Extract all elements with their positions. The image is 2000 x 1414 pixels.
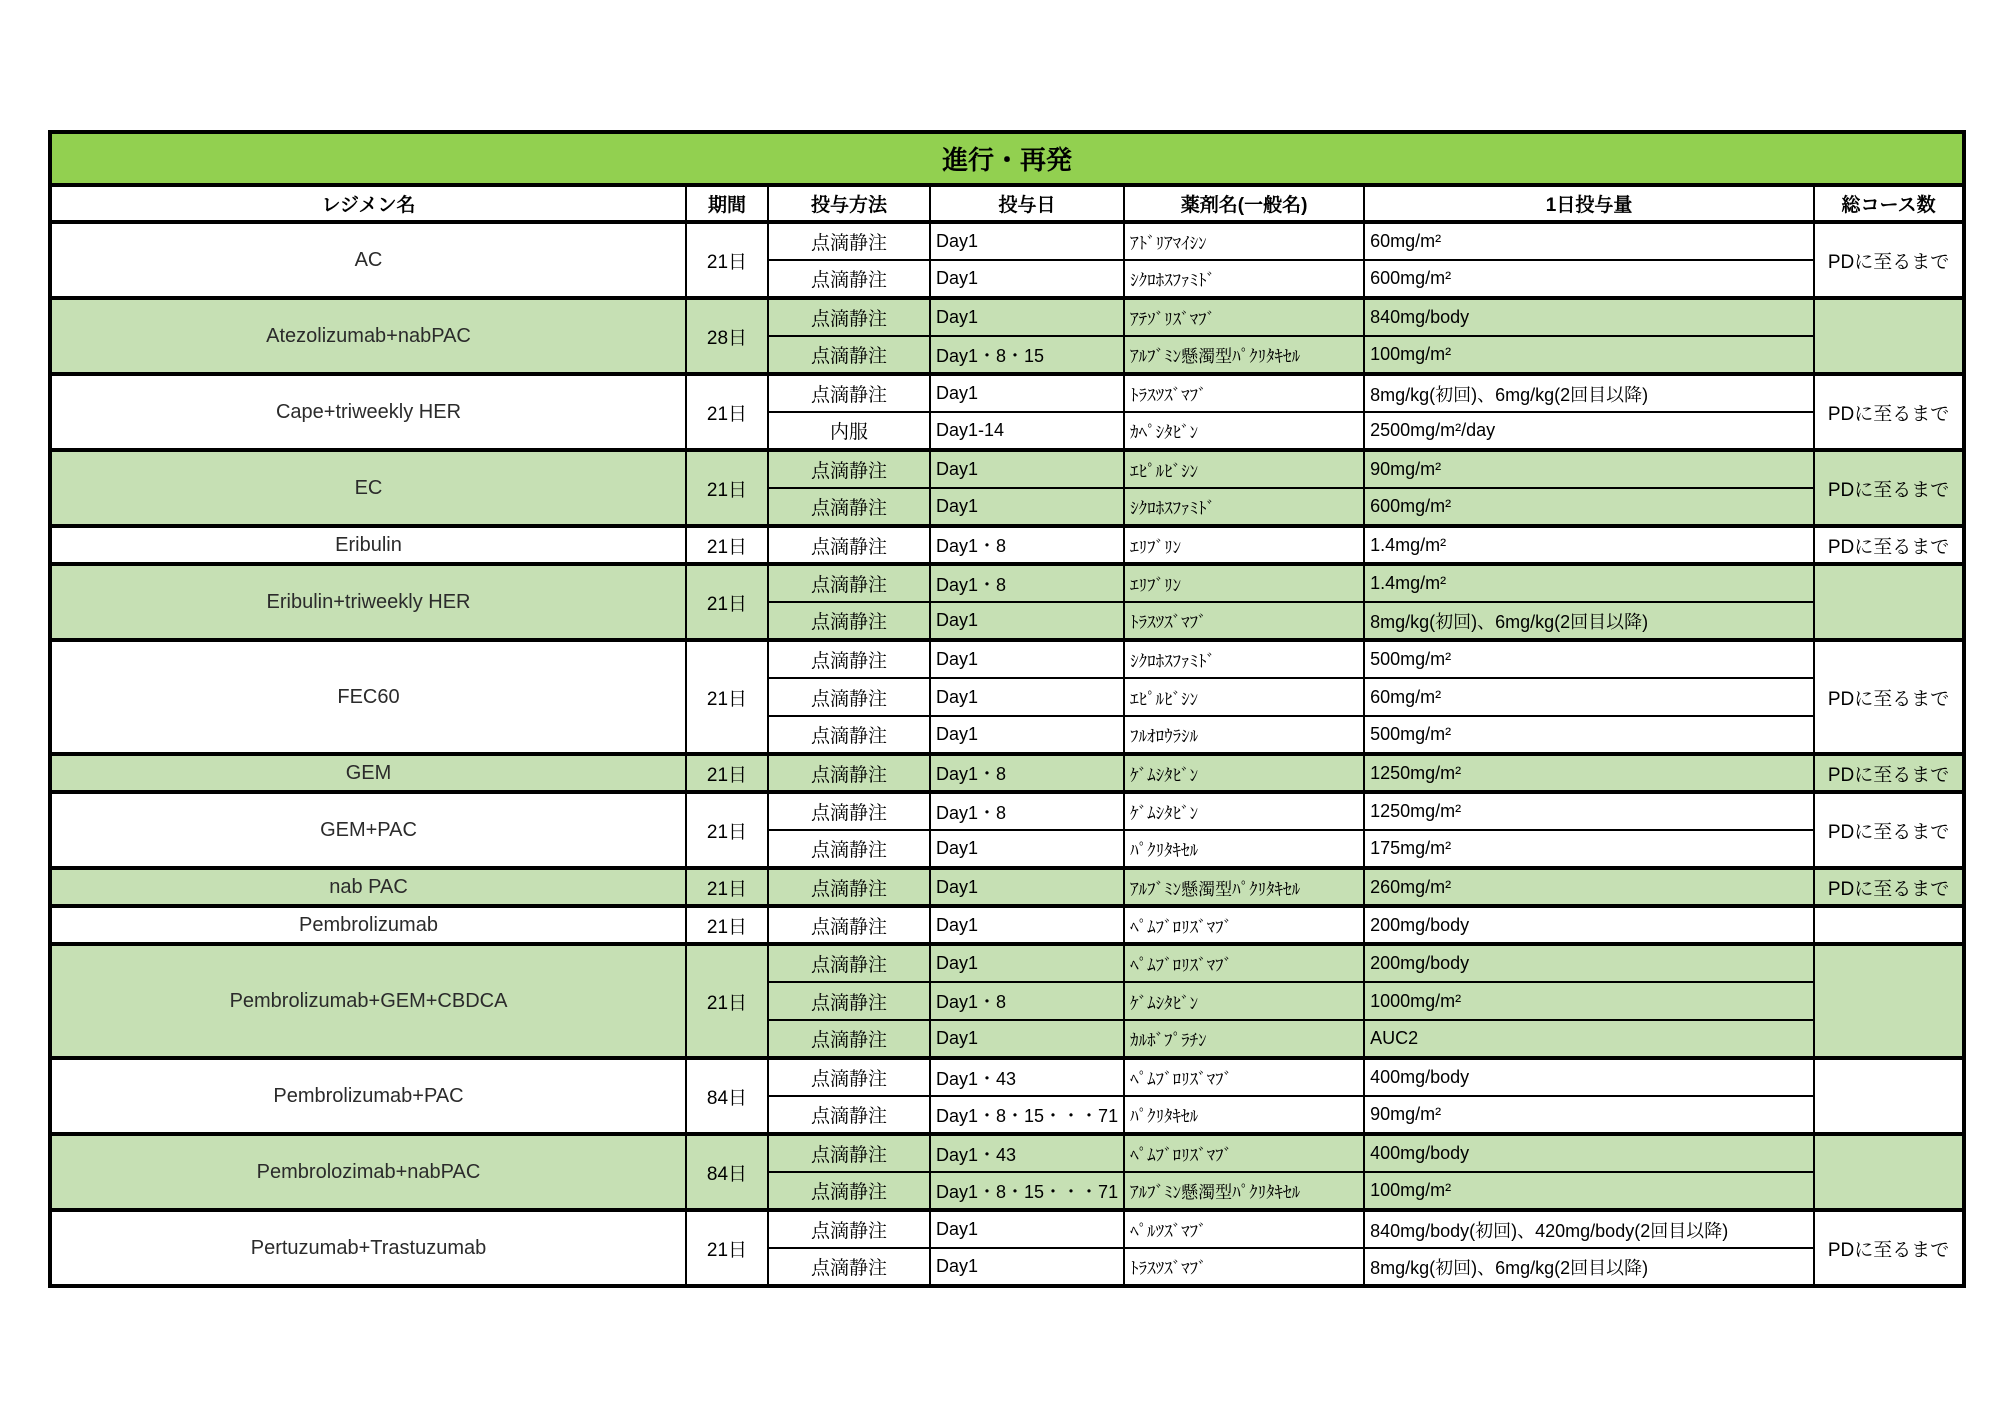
drug-name-cell: ﾊﾟｸﾘﾀｷｾﾙ (1124, 830, 1364, 868)
day-cell: Day1 (930, 678, 1124, 716)
course-count-cell: PDに至るまで (1814, 222, 1964, 298)
dose-cell: 8mg/kg(初回)、6mg/kg(2回目以降) (1364, 1248, 1814, 1286)
drug-name-cell: ﾄﾗｽﾂｽﾞﾏﾌﾞ (1124, 602, 1364, 640)
regimen-row (50, 1058, 1964, 1096)
regimen-name-cell: Atezolizumab+nabPAC (50, 298, 686, 374)
column-header-period: 期間 (686, 185, 768, 222)
method-cell: 点滴静注 (768, 1248, 930, 1286)
regimen-name-cell: GEM (50, 754, 686, 792)
method-cell: 点滴静注 (768, 488, 930, 526)
dose-cell: 8mg/kg(初回)、6mg/kg(2回目以降) (1364, 602, 1814, 640)
drug-name-cell: ｴﾘﾌﾞﾘﾝ (1124, 564, 1364, 602)
day-cell: Day1 (930, 1210, 1124, 1248)
regimen-row (50, 1210, 1964, 1248)
period-cell: 21日 (686, 1210, 768, 1286)
drug-name-cell: ﾍﾟﾑﾌﾞﾛﾘｽﾞﾏﾌﾞ (1124, 1134, 1364, 1172)
method-cell: 点滴静注 (768, 982, 930, 1020)
day-cell: Day1 (930, 640, 1124, 678)
regimen-row (50, 222, 1964, 260)
regimen-row (50, 754, 1964, 792)
method-cell: 点滴静注 (768, 1210, 930, 1248)
period-cell: 21日 (686, 526, 768, 564)
drug-name-cell: ｱﾙﾌﾞﾐﾝ懸濁型ﾊﾟｸﾘﾀｷｾﾙ (1124, 336, 1364, 374)
method-cell: 点滴静注 (768, 260, 930, 298)
dose-cell: 400mg/body (1364, 1134, 1814, 1172)
regimen-row (50, 526, 1964, 564)
drug-name-cell: ｱﾃｿﾞﾘｽﾞﾏﾌﾞ (1124, 298, 1364, 336)
dose-cell: 500mg/m² (1364, 640, 1814, 678)
method-cell: 点滴静注 (768, 298, 930, 336)
regimen-row (50, 1134, 1964, 1172)
day-cell: Day1 (930, 906, 1124, 944)
column-header-method: 投与方法 (768, 185, 930, 222)
dose-cell: 500mg/m² (1364, 716, 1814, 754)
drug-name-cell: ﾍﾟﾑﾌﾞﾛﾘｽﾞﾏﾌﾞ (1124, 906, 1364, 944)
dose-cell: 600mg/m² (1364, 488, 1814, 526)
regimen-table (48, 130, 1966, 1288)
regimen-name-cell: Eribulin (50, 526, 686, 564)
regimen-row (50, 564, 1964, 602)
regimen-row (50, 374, 1964, 412)
method-cell: 点滴静注 (768, 602, 930, 640)
method-cell: 点滴静注 (768, 792, 930, 830)
course-count-cell: PDに至るまで (1814, 450, 1964, 526)
method-cell: 点滴静注 (768, 754, 930, 792)
drug-name-cell: ｴﾋﾟﾙﾋﾞｼﾝ (1124, 678, 1364, 716)
dose-cell: 2500mg/m²/day (1364, 412, 1814, 450)
drug-name-cell: ｶﾙﾎﾞﾌﾟﾗﾁﾝ (1124, 1020, 1364, 1058)
dose-cell: 600mg/m² (1364, 260, 1814, 298)
dose-cell: 200mg/body (1364, 906, 1814, 944)
course-count-cell (1814, 1058, 1964, 1134)
drug-name-cell: ｱﾄﾞﾘｱﾏｲｼﾝ (1124, 222, 1364, 260)
drug-name-cell: ﾄﾗｽﾂｽﾞﾏﾌﾞ (1124, 374, 1364, 412)
drug-name-cell: ﾍﾟﾙﾂｽﾞﾏﾌﾞ (1124, 1210, 1364, 1248)
drug-name-cell: ﾌﾙｵﾛｳﾗｼﾙ (1124, 716, 1364, 754)
method-cell: 点滴静注 (768, 450, 930, 488)
drug-name-cell: ﾍﾟﾑﾌﾞﾛﾘｽﾞﾏﾌﾞ (1124, 1058, 1364, 1096)
dose-cell: 400mg/body (1364, 1058, 1814, 1096)
dose-cell: 100mg/m² (1364, 336, 1814, 374)
method-cell: 点滴静注 (768, 716, 930, 754)
course-count-cell (1814, 298, 1964, 374)
regimen-row (50, 792, 1964, 830)
regimen-row (50, 906, 1964, 944)
dose-cell: 840mg/body (1364, 298, 1814, 336)
day-cell: Day1 (930, 260, 1124, 298)
drug-name-cell: ｶﾍﾟｼﾀﾋﾞﾝ (1124, 412, 1364, 450)
regimen-name-cell: Eribulin+triweekly HER (50, 564, 686, 640)
period-cell: 21日 (686, 754, 768, 792)
drug-name-cell: ｱﾙﾌﾞﾐﾝ懸濁型ﾊﾟｸﾘﾀｷｾﾙ (1124, 1172, 1364, 1210)
column-header-course: 総コース数 (1814, 185, 1964, 222)
day-cell: Day1 (930, 602, 1124, 640)
period-cell: 21日 (686, 868, 768, 906)
dose-cell: 90mg/m² (1364, 1096, 1814, 1134)
drug-name-cell: ﾄﾗｽﾂｽﾞﾏﾌﾞ (1124, 1248, 1364, 1286)
dose-cell: 840mg/body(初回)、420mg/body(2回目以降) (1364, 1210, 1814, 1248)
regimen-name-cell: Pembrolozimab+nabPAC (50, 1134, 686, 1210)
day-cell: Day1・8・15・・・71 (930, 1172, 1124, 1210)
method-cell: 点滴静注 (768, 374, 930, 412)
regimen-name-cell: Pembrolizumab (50, 906, 686, 944)
method-cell: 点滴静注 (768, 1172, 930, 1210)
drug-name-cell: ｹﾞﾑｼﾀﾋﾞﾝ (1124, 792, 1364, 830)
period-cell: 21日 (686, 640, 768, 754)
drug-name-cell: ｴﾘﾌﾞﾘﾝ (1124, 526, 1364, 564)
day-cell: Day1 (930, 298, 1124, 336)
method-cell: 点滴静注 (768, 640, 930, 678)
drug-name-cell: ﾊﾟｸﾘﾀｷｾﾙ (1124, 1096, 1364, 1134)
day-cell: Day1・8・15・・・71 (930, 1096, 1124, 1134)
drug-name-cell: ｹﾞﾑｼﾀﾋﾞﾝ (1124, 982, 1364, 1020)
dose-cell: 260mg/m² (1364, 868, 1814, 906)
method-cell: 点滴静注 (768, 336, 930, 374)
period-cell: 84日 (686, 1134, 768, 1210)
drug-name-cell: ｼｸﾛﾎｽﾌｧﾐﾄﾞ (1124, 488, 1364, 526)
method-cell: 内服 (768, 412, 930, 450)
course-count-cell (1814, 1134, 1964, 1210)
period-cell: 21日 (686, 906, 768, 944)
course-count-cell: PDに至るまで (1814, 1210, 1964, 1286)
day-cell: Day1・8 (930, 564, 1124, 602)
method-cell: 点滴静注 (768, 1096, 930, 1134)
regimen-table-container (48, 130, 1966, 1288)
dose-cell: 1250mg/m² (1364, 792, 1814, 830)
regimen-name-cell: Pertuzumab+Trastuzumab (50, 1210, 686, 1286)
method-cell: 点滴静注 (768, 526, 930, 564)
table-header-row (50, 185, 1964, 222)
table-title-row (50, 132, 1964, 185)
period-cell: 84日 (686, 1058, 768, 1134)
method-cell: 点滴静注 (768, 222, 930, 260)
course-count-cell: PDに至るまで (1814, 374, 1964, 450)
column-header-day: 投与日 (930, 185, 1124, 222)
regimen-name-cell: nab PAC (50, 868, 686, 906)
period-cell: 21日 (686, 944, 768, 1058)
method-cell: 点滴静注 (768, 944, 930, 982)
day-cell: Day1・43 (930, 1058, 1124, 1096)
dose-cell: 60mg/m² (1364, 678, 1814, 716)
dose-cell: 60mg/m² (1364, 222, 1814, 260)
method-cell: 点滴静注 (768, 1058, 930, 1096)
course-count-cell: PDに至るまで (1814, 868, 1964, 906)
course-count-cell: PDに至るまで (1814, 526, 1964, 564)
day-cell: Day1・8 (930, 982, 1124, 1020)
regimen-row (50, 944, 1964, 982)
period-cell: 21日 (686, 222, 768, 298)
regimen-name-cell: Pembrolizumab+PAC (50, 1058, 686, 1134)
method-cell: 点滴静注 (768, 906, 930, 944)
regimen-row (50, 450, 1964, 488)
method-cell: 点滴静注 (768, 1134, 930, 1172)
regimen-name-cell: Cape+triweekly HER (50, 374, 686, 450)
method-cell: 点滴静注 (768, 830, 930, 868)
dose-cell: 100mg/m² (1364, 1172, 1814, 1210)
drug-name-cell: ｱﾙﾌﾞﾐﾝ懸濁型ﾊﾟｸﾘﾀｷｾﾙ (1124, 868, 1364, 906)
day-cell: Day1・8 (930, 754, 1124, 792)
course-count-cell: PDに至るまで (1814, 792, 1964, 868)
day-cell: Day1 (930, 944, 1124, 982)
column-header-dose: 1日投与量 (1364, 185, 1814, 222)
course-count-cell: PDに至るまで (1814, 754, 1964, 792)
period-cell: 21日 (686, 564, 768, 640)
drug-name-cell: ﾍﾟﾑﾌﾞﾛﾘｽﾞﾏﾌﾞ (1124, 944, 1364, 982)
period-cell: 21日 (686, 450, 768, 526)
drug-name-cell: ｼｸﾛﾎｽﾌｧﾐﾄﾞ (1124, 260, 1364, 298)
period-cell: 21日 (686, 374, 768, 450)
dose-cell: 1250mg/m² (1364, 754, 1814, 792)
day-cell: Day1・43 (930, 1134, 1124, 1172)
regimen-row (50, 640, 1964, 678)
day-cell: Day1 (930, 830, 1124, 868)
day-cell: Day1-14 (930, 412, 1124, 450)
column-header-regimen: レジメン名 (50, 185, 686, 222)
dose-cell: 200mg/body (1364, 944, 1814, 982)
dose-cell: 8mg/kg(初回)、6mg/kg(2回目以降) (1364, 374, 1814, 412)
regimen-name-cell: AC (50, 222, 686, 298)
method-cell: 点滴静注 (768, 868, 930, 906)
day-cell: Day1 (930, 1248, 1124, 1286)
regimen-name-cell: FEC60 (50, 640, 686, 754)
day-cell: Day1 (930, 716, 1124, 754)
day-cell: Day1・8 (930, 792, 1124, 830)
regimen-name-cell: EC (50, 450, 686, 526)
dose-cell: 1.4mg/m² (1364, 564, 1814, 602)
dose-cell: AUC2 (1364, 1020, 1814, 1058)
day-cell: Day1 (930, 1020, 1124, 1058)
drug-name-cell: ｹﾞﾑｼﾀﾋﾞﾝ (1124, 754, 1364, 792)
course-count-cell (1814, 944, 1964, 1058)
day-cell: Day1・8・15 (930, 336, 1124, 374)
drug-name-cell: ｴﾋﾟﾙﾋﾞｼﾝ (1124, 450, 1364, 488)
regimen-name-cell: Pembrolizumab+GEM+CBDCA (50, 944, 686, 1058)
day-cell: Day1・8 (930, 526, 1124, 564)
day-cell: Day1 (930, 488, 1124, 526)
method-cell: 点滴静注 (768, 1020, 930, 1058)
day-cell: Day1 (930, 450, 1124, 488)
drug-name-cell: ｼｸﾛﾎｽﾌｧﾐﾄﾞ (1124, 640, 1364, 678)
dose-cell: 1.4mg/m² (1364, 526, 1814, 564)
dose-cell: 90mg/m² (1364, 450, 1814, 488)
column-header-drug: 薬剤名(一般名) (1124, 185, 1364, 222)
day-cell: Day1 (930, 374, 1124, 412)
course-count-cell (1814, 564, 1964, 640)
method-cell: 点滴静注 (768, 564, 930, 602)
course-count-cell (1814, 906, 1964, 944)
page-title: 進行・再発 (50, 132, 1964, 185)
regimen-name-cell: GEM+PAC (50, 792, 686, 868)
day-cell: Day1 (930, 868, 1124, 906)
method-cell: 点滴静注 (768, 678, 930, 716)
period-cell: 28日 (686, 298, 768, 374)
dose-cell: 175mg/m² (1364, 830, 1814, 868)
day-cell: Day1 (930, 222, 1124, 260)
regimen-row (50, 298, 1964, 336)
dose-cell: 1000mg/m² (1364, 982, 1814, 1020)
period-cell: 21日 (686, 792, 768, 868)
course-count-cell: PDに至るまで (1814, 640, 1964, 754)
regimen-row (50, 868, 1964, 906)
